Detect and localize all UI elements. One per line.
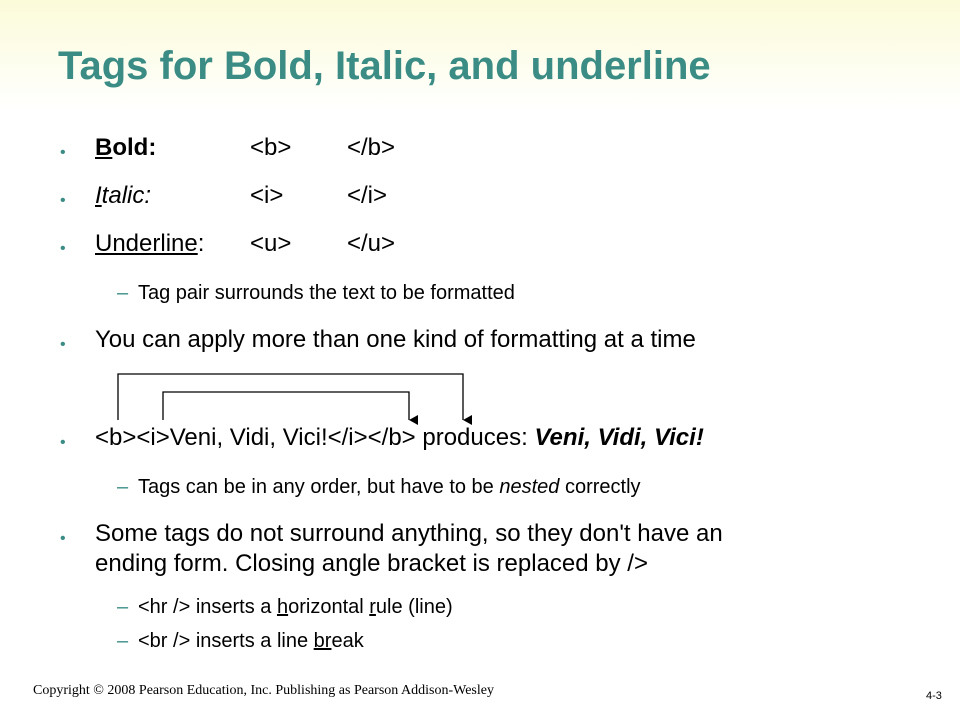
hr-note-pre: <hr /> inserts a [138,596,277,618]
bullet: • [60,240,66,257]
italic-open-tag: <i> [250,182,284,209]
copyright-footer: Copyright © 2008 Pearson Education, Inc. Publishing as Pearson Addison-Wesley [33,683,494,698]
apply-multiple-text: You can apply more than one kind of formatting at a time [95,326,696,353]
dash: – [117,630,129,652]
bold-label-rest: old: [112,134,157,161]
nesting-note [138,476,641,499]
nesting-note-after: correctly [559,476,641,498]
br-note-br: br [313,630,332,652]
italic-close-tag: </i> [347,182,388,209]
nesting-note-emphasis: nested [499,476,560,498]
bullet: • [60,530,66,547]
tag-pair-note: Tag pair surrounds the text to be formatted [138,282,515,304]
example-result: Veni, Vidi, Vici! [534,424,704,451]
slide-title: Tags for Bold, Italic, and underline [58,44,711,88]
bullet: • [60,336,66,353]
underline-close-tag: </u> [347,230,396,257]
nesting-note-before: Tags can be in any order, but have to be [138,476,500,498]
underline-label-text: Underline [95,230,198,257]
bullet: • [60,434,66,451]
empty-tags-line2: ending form. Closing angle bracket is replaced by /> [95,550,648,577]
bold-open-tag: <b> [250,134,292,161]
inner-italic-arrow [163,392,409,420]
example-produces: produces: [415,424,535,451]
italic-label-underlined-letter: I [95,182,102,209]
hr-note-r: r [369,596,376,618]
italic-label-rest: talic: [101,182,152,209]
page-number: 4-3 [926,690,942,702]
hr-note [138,596,453,619]
bold-label-underlined-letter: B [95,134,113,161]
underline-open-tag: <u> [250,230,292,257]
bullet: • [60,192,66,209]
br-note-pre: <br /> inserts a line [138,630,314,652]
br-note-post: eak [331,630,364,652]
empty-tags-line1: Some tags do not surround anything, so they don't have an [95,520,723,547]
example-code: <b><i>Veni, Vidi, Vici!</i></b> [95,424,416,451]
hr-note-post: ule (line) [375,596,453,618]
outer-bold-arrow [118,374,463,420]
br-note [138,630,364,653]
example-line [95,424,704,452]
dash: – [117,282,129,304]
hr-note-mid: orizontal [288,596,370,618]
underline-label-colon: : [197,230,205,257]
bullet: • [60,144,66,161]
bold-close-tag: </b> [347,134,396,161]
dash: – [117,596,129,618]
dash: – [117,476,129,498]
hr-note-h: h [276,596,289,618]
